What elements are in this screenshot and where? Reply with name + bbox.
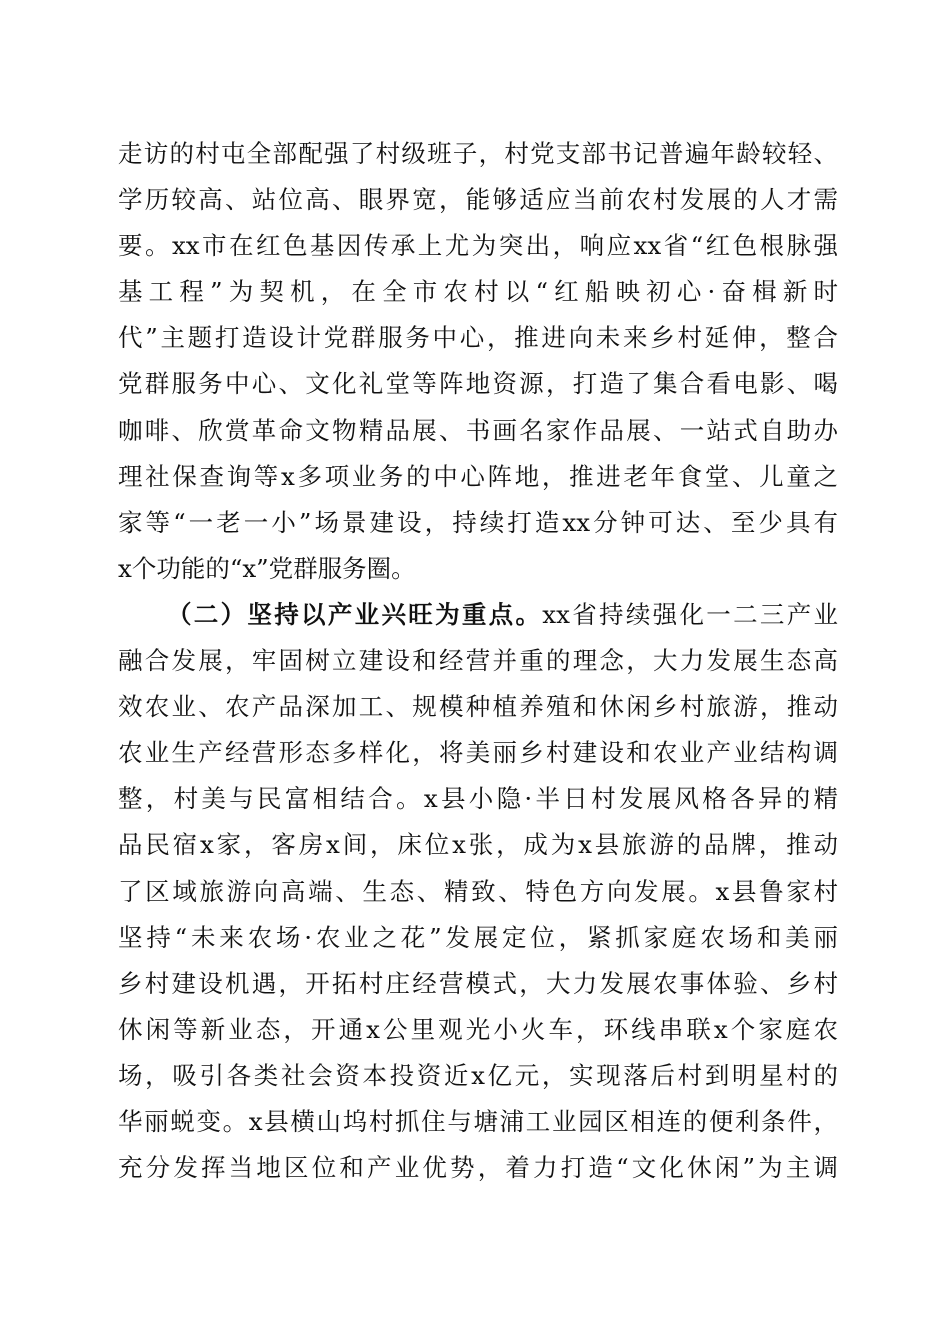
- paragraph-line: 基工程”为契机，在全市农村以“红船映初心·奋楫新时: [118, 277, 838, 307]
- paragraph-line: 农业生产经营形态多样化，将美丽乡村建设和农业产业结构调: [118, 738, 838, 768]
- paragraph-line: 华丽蜕变。x县横山坞村抓住与塘浦工业园区相连的便利条件，: [118, 1106, 838, 1136]
- paragraph-line: 乡村建设机遇，开拓村庄经营模式，大力发展农事体验、乡村: [118, 968, 838, 998]
- paragraph-line: 休闲等新业态，开通x公里观光小火车，环线串联x个家庭农: [118, 1014, 838, 1044]
- paragraph-line: 了区域旅游向高端、生态、精致、特色方向发展。x县鲁家村: [118, 876, 838, 906]
- section-heading: （二）坚持以产业兴旺为重点。: [167, 599, 543, 629]
- paragraph-line: 学历较高、站位高、眼界宽，能够适应当前农村发展的人才需: [118, 185, 838, 215]
- paragraph-line: 品民宿x家，客房x间，床位x张，成为x县旅游的品牌，推动: [118, 830, 838, 860]
- document-body: [118, 131, 838, 1191]
- paragraph-line: 咖啡、欣赏革命文物精品展、书画名家作品展、一站式自助办: [118, 415, 838, 445]
- paragraph-first-line: [118, 592, 838, 638]
- paragraph-1: [118, 131, 838, 592]
- paragraph-line: 场，吸引各类社会资本投资近x亿元，实现落后村到明星村的: [118, 1060, 838, 1090]
- paragraph-line: 效农业、农产品深加工、规模种植养殖和休闲乡村旅游，推动: [118, 692, 838, 722]
- paragraph-2: [118, 592, 838, 1191]
- paragraph-line: 要。xx市在红色基因传承上尤为突出，响应xx省“红色根脉强: [118, 231, 838, 261]
- paragraph-line: x个功能的“x”党群服务圈。: [118, 553, 416, 583]
- heading-line-rest: xx省持续强化一二三产业: [542, 599, 838, 629]
- paragraph-line: 充分发挥当地区位和产业优势，着力打造“文化休闲”为主调: [118, 1153, 838, 1183]
- paragraph-line: 整，村美与民富相结合。x县小隐·半日村发展风格各异的精: [118, 784, 838, 814]
- paragraph-line: 融合发展，牢固树立建设和经营并重的理念，大力发展生态高: [118, 646, 838, 676]
- paragraph-line: 代”主题打造设计党群服务中心，推进向未来乡村延伸，整合: [118, 323, 838, 353]
- paragraph-line: 家等“一老一小”场景建设，持续打造xx分钟可达、至少具有: [118, 507, 838, 537]
- paragraph-line: 走访的村屯全部配强了村级班子，村党支部书记普遍年龄较轻、: [118, 139, 838, 168]
- paragraph-line: 党群服务中心、文化礼堂等阵地资源，打造了集合看电影、喝: [118, 369, 838, 399]
- paragraph-line: 理社保查询等x多项业务的中心阵地，推进老年食堂、儿童之: [118, 461, 838, 491]
- paragraph-line: 坚持“未来农场·农业之花”发展定位，紧抓家庭农场和美丽: [118, 922, 838, 952]
